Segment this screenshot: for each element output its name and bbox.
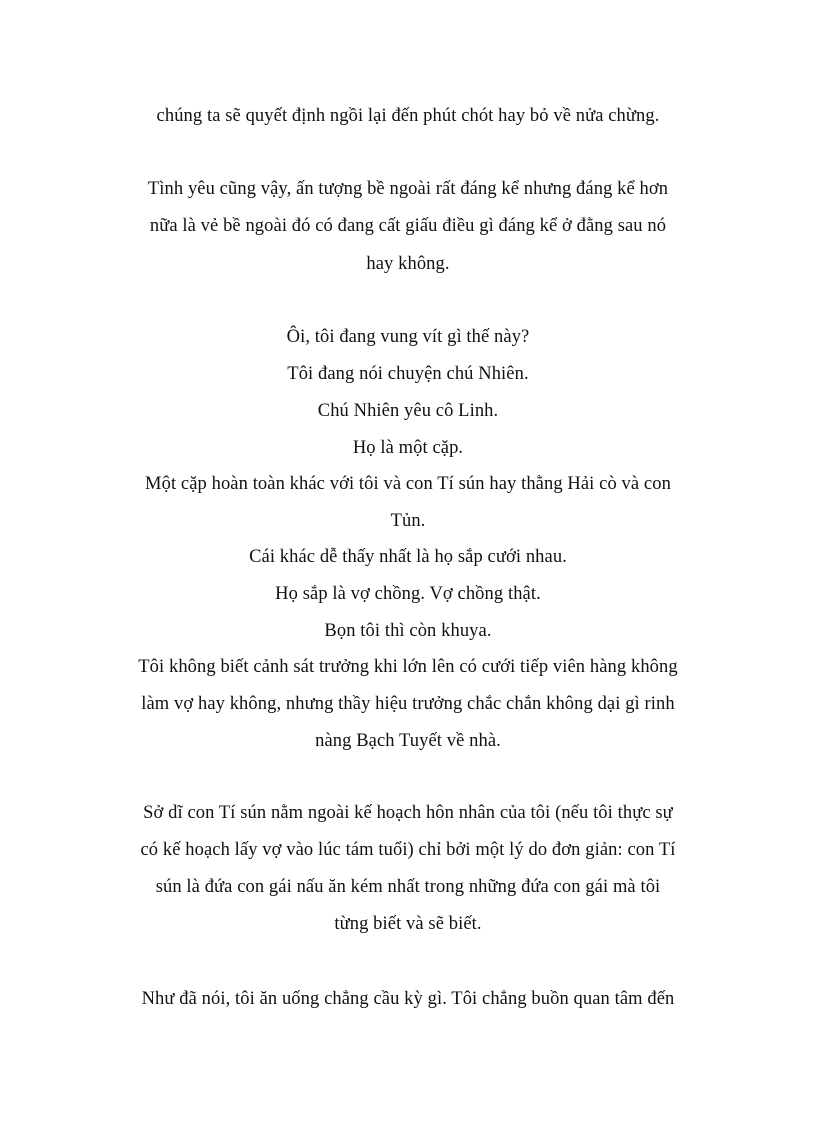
text-line: sún là đứa con gái nấu ăn kém nhất trong những đứa con gái mà tôi bbox=[155, 877, 661, 897]
text-line: Cái khác dễ thấy nhất là họ sắp cưới nhau. bbox=[249, 547, 567, 567]
text-line: nữa là vẻ bề ngoài đó có đang cất giấu điều gì đáng kể ở đằng sau nó bbox=[149, 216, 667, 236]
text-line: Bọn tôi thì còn khuya. bbox=[324, 621, 492, 641]
text-line: Tủn. bbox=[390, 511, 426, 531]
text-line: Tôi đang nói chuyện chú Nhiên. bbox=[287, 364, 529, 384]
text-line: nàng Bạch Tuyết về nhà. bbox=[315, 731, 501, 751]
text-line: có kế hoạch lấy vợ vào lúc tám tuổi) chỉ bởi một lý do đơn giản: con Tí bbox=[140, 840, 676, 860]
text-line: Tôi không biết cảnh sát trưởng khi lớn lên có cưới tiếp viên hàng không bbox=[138, 657, 678, 677]
text-line: hay không. bbox=[366, 254, 450, 274]
text-line: Một cặp hoàn toàn khác với tôi và con Tí sún hay thằng Hải cò và con bbox=[145, 474, 671, 494]
text-line: từng biết và sẽ biết. bbox=[334, 914, 482, 934]
text-line: Họ sắp là vợ chồng. Vợ chồng thật. bbox=[275, 584, 541, 604]
text-line: làm vợ hay không, nhưng thầy hiệu trưởng chắc chắn không dại gì rinh bbox=[141, 694, 675, 714]
text-line: chúng ta sẽ quyết định ngồi lại đến phút chót hay bỏ về nửa chừng. bbox=[156, 106, 660, 126]
text-line: Sở dĩ con Tí sún nằm ngoài kế hoạch hôn nhân của tôi (nếu tôi thực sự bbox=[143, 803, 673, 823]
text-line: Họ là một cặp. bbox=[352, 438, 464, 458]
text-line: Ôi, tôi đang vung vít gì thế này? bbox=[286, 327, 530, 347]
text-line: Tình yêu cũng vậy, ấn tượng bề ngoài rất đáng kể nhưng đáng kể hơn bbox=[147, 179, 669, 199]
text-line: Chú Nhiên yêu cô Linh. bbox=[317, 401, 499, 421]
text-line: Như đã nói, tôi ăn uống chẳng cầu kỳ gì. Tôi chẳng buồn quan tâm đến bbox=[141, 989, 675, 1009]
